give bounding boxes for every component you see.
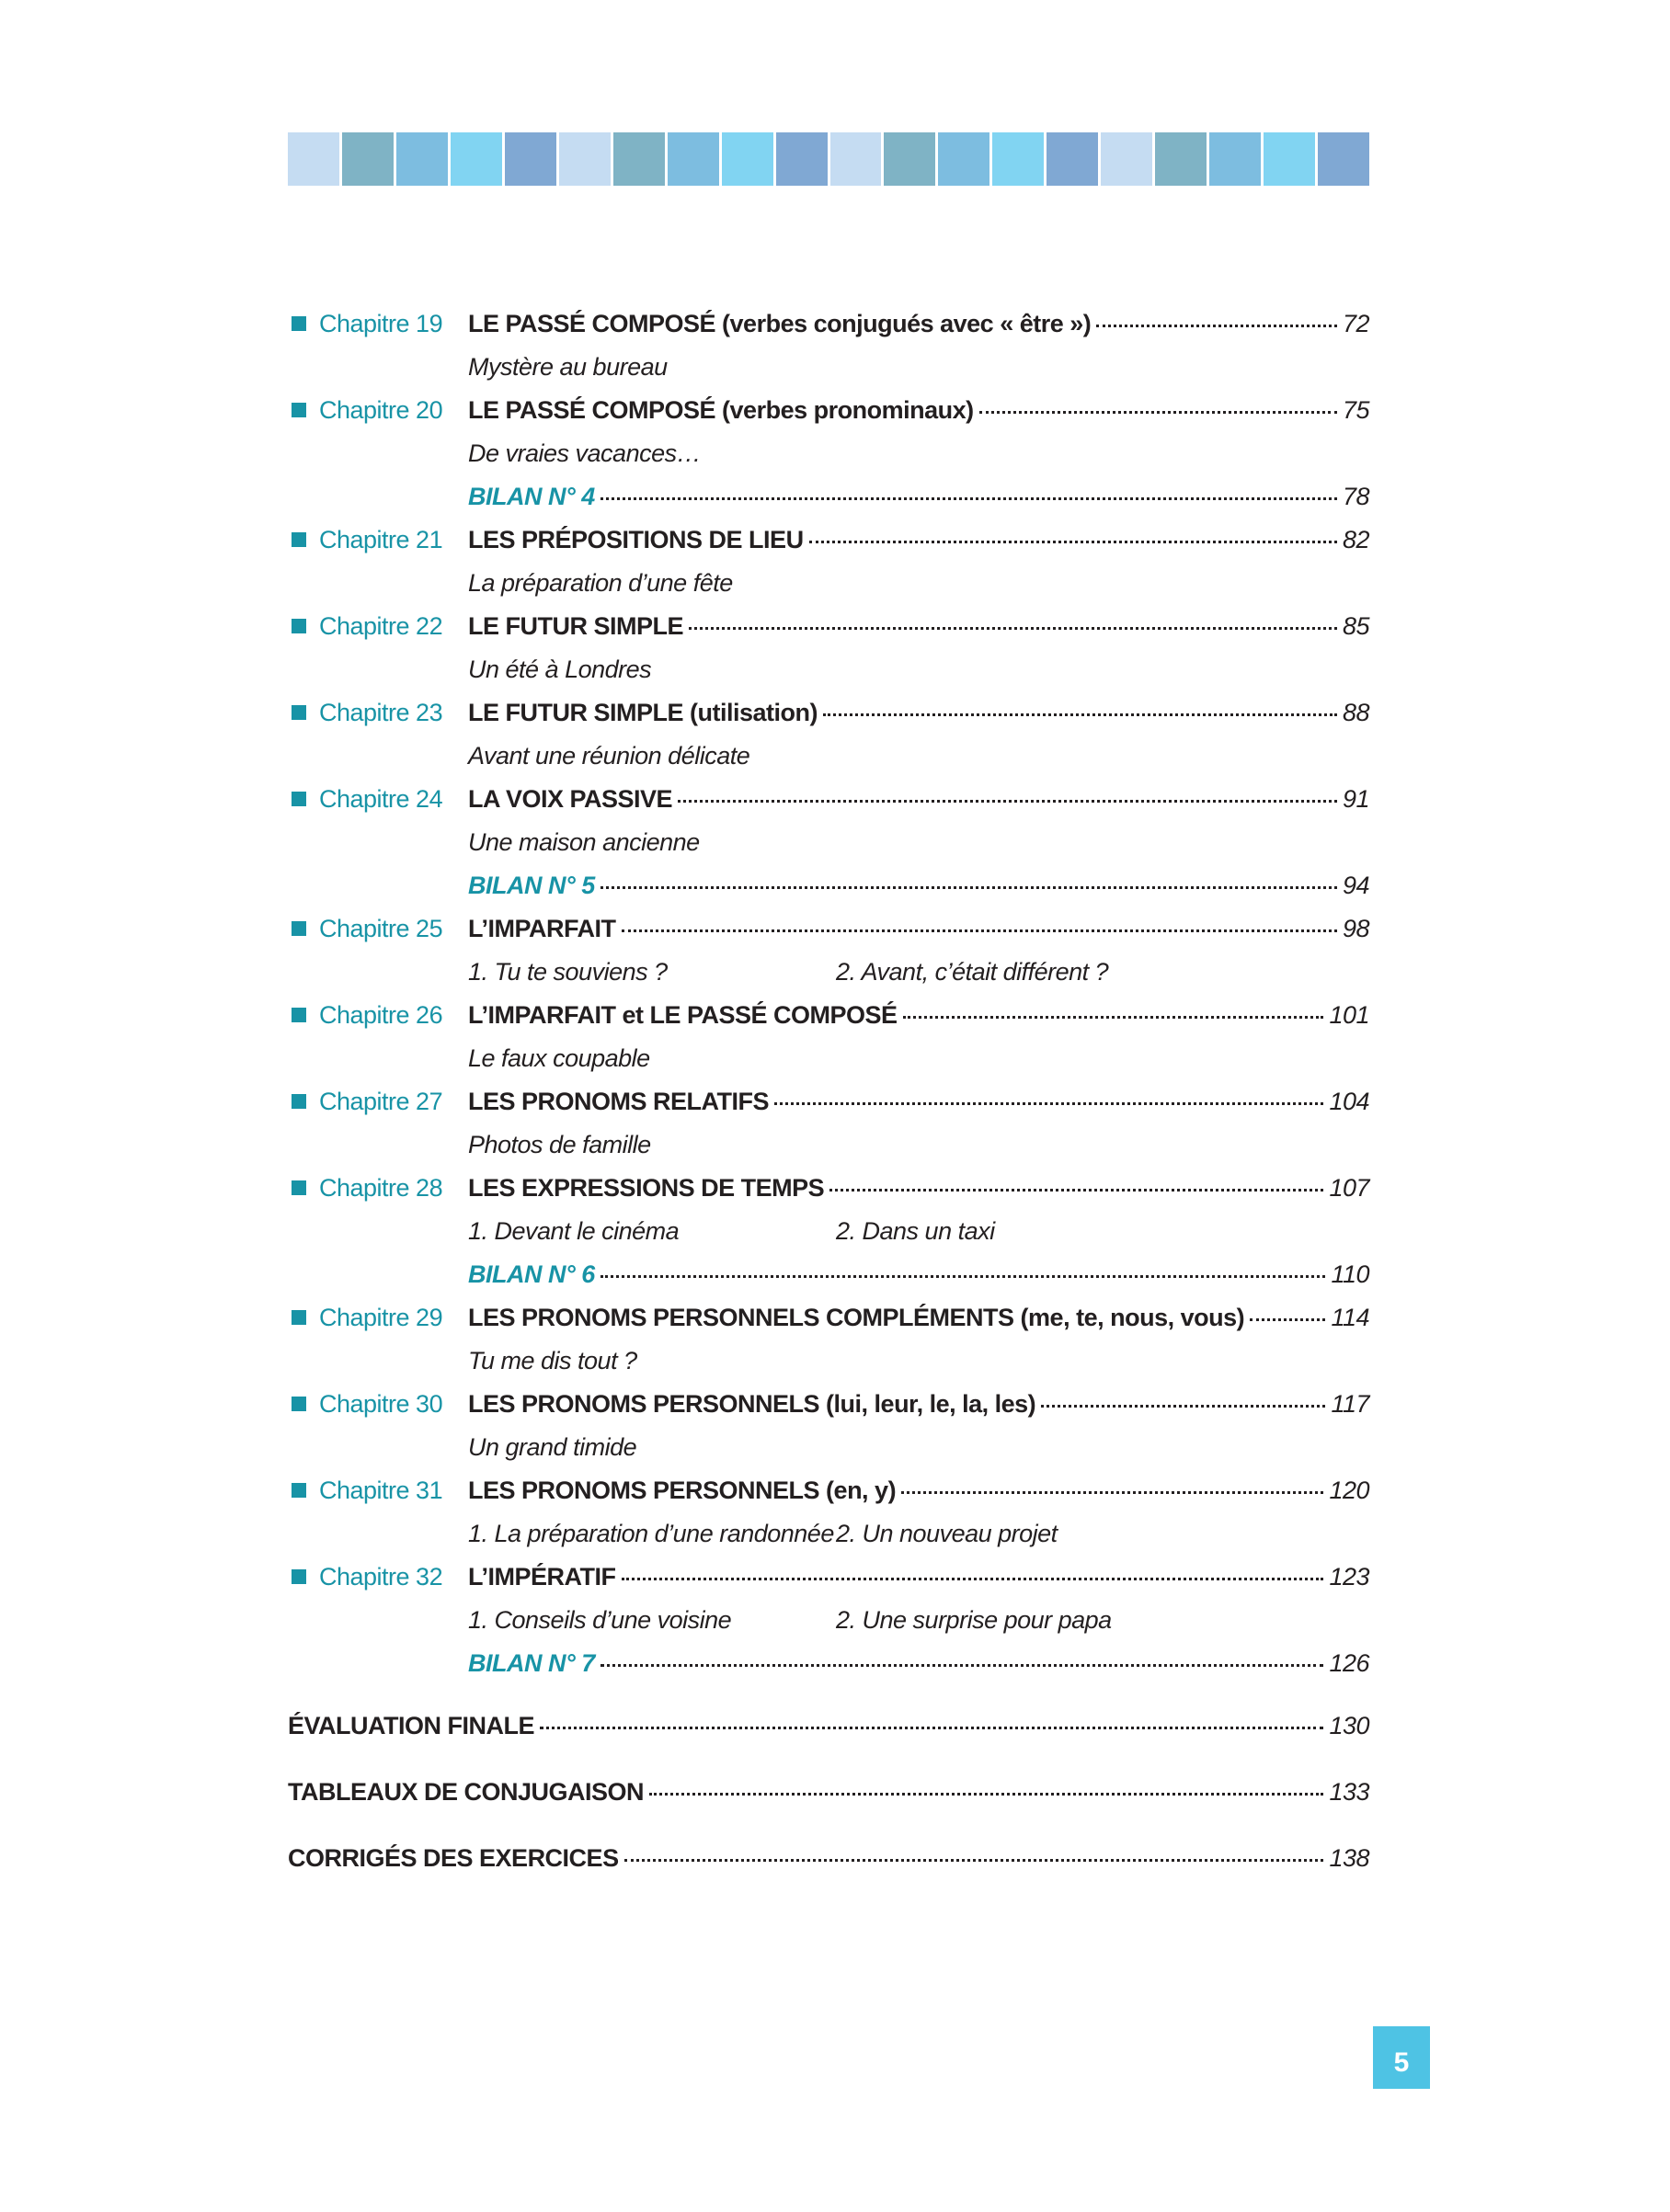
chapter-row [288, 302, 1369, 346]
dot-leader [901, 1491, 1323, 1494]
chapter-title: LE FUTUR SIMPLE (utilisation) [468, 699, 818, 726]
subtitle-row [288, 821, 1369, 864]
stripe-block [1318, 132, 1369, 186]
subtitle-row [288, 1512, 1369, 1556]
chapter-title: L’IMPARFAIT [468, 915, 616, 942]
chapter-subtitle: La préparation d’une fête [468, 569, 733, 597]
chapter-title: LES EXPRESSIONS DE TEMPS [468, 1174, 825, 1202]
square-bullet-icon [292, 619, 306, 633]
square-bullet-icon [292, 316, 306, 331]
stripe-block [1047, 132, 1098, 186]
chapter-subtitle-2: 2. Une surprise pour papa [836, 1606, 1112, 1634]
page-ref: 138 [1329, 1844, 1369, 1872]
chapter-row [288, 1167, 1369, 1210]
bilan-title: BILAN N° 5 [468, 872, 595, 899]
page-ref: 133 [1329, 1778, 1369, 1806]
toc-entry-line [468, 302, 1369, 346]
toc-entry-line [288, 1837, 1369, 1880]
toc-entry-line [468, 1642, 1369, 1685]
chapter-subtitle: Avant une réunion délicate [468, 742, 750, 770]
stripe-block [992, 132, 1044, 186]
toc-entry-line [468, 907, 1369, 951]
dot-leader [622, 929, 1337, 932]
chapter-title: LES PRÉPOSITIONS DE LIEU [468, 526, 804, 553]
subtitle-row [288, 648, 1369, 691]
final-row [288, 1771, 1369, 1814]
final-row [288, 1705, 1369, 1748]
dot-leader [1041, 1405, 1325, 1408]
toc-entry-line [468, 864, 1369, 907]
toc-entry-line [468, 1080, 1369, 1123]
page-ref: 88 [1342, 699, 1369, 726]
toc-entry-line [288, 1771, 1369, 1814]
chapter-label: Chapitre 22 [319, 612, 443, 640]
chapter-row [288, 519, 1369, 562]
chapter-row [288, 1469, 1369, 1512]
stripe-block [342, 132, 394, 186]
header-color-stripe [288, 132, 1369, 186]
page-ref: 91 [1342, 785, 1369, 813]
chapter-subtitle-2: 2. Un nouveau projet [836, 1520, 1058, 1547]
toc-entry-line [468, 605, 1369, 648]
final-row [288, 1837, 1369, 1880]
toc-entry-line [468, 778, 1369, 821]
chapter-label: Chapitre 30 [319, 1390, 443, 1418]
page-ref: 78 [1342, 483, 1369, 510]
square-bullet-icon [292, 403, 306, 417]
square-bullet-icon [292, 792, 306, 806]
square-bullet-icon [292, 532, 306, 547]
stripe-block [505, 132, 556, 186]
chapter-title: TABLEAUX DE CONJUGAISON [288, 1778, 645, 1806]
subtitle-row [288, 1599, 1369, 1642]
toc-entry-line [468, 1383, 1369, 1426]
chapter-subtitle: Un été à Londres [468, 656, 652, 683]
chapter-title: LE PASSÉ COMPOSÉ (verbes conjugués avec « être ») [468, 310, 1092, 337]
dot-leader [823, 713, 1337, 716]
toc-entry-line [468, 691, 1369, 735]
dot-leader [903, 1016, 1324, 1019]
chapter-title: L’IMPÉRATIF [468, 1563, 616, 1591]
subtitle-row [288, 346, 1369, 389]
bilan-row [288, 475, 1369, 519]
page-ref: 101 [1329, 1001, 1369, 1029]
toc-entry-line [468, 1469, 1369, 1512]
dot-leader [622, 1578, 1324, 1580]
square-bullet-icon [292, 1310, 306, 1325]
chapter-row [288, 1080, 1369, 1123]
stripe-block [884, 132, 935, 186]
subtitle-row [288, 1426, 1369, 1469]
dot-leader [774, 1102, 1323, 1105]
chapter-label: Chapitre 25 [319, 915, 443, 942]
page-ref: 126 [1329, 1649, 1369, 1677]
page-ref: 120 [1329, 1477, 1369, 1504]
bilan-title: BILAN N° 4 [468, 483, 595, 510]
bilan-row [288, 864, 1369, 907]
chapter-title: LES PRONOMS RELATIFS [468, 1088, 770, 1115]
dot-leader [689, 627, 1337, 630]
subtitle-row [288, 432, 1369, 475]
square-bullet-icon [292, 1094, 306, 1109]
chapter-row [288, 605, 1369, 648]
page-ref: 85 [1342, 612, 1369, 640]
chapter-subtitle: 1. Tu te souviens ? [468, 958, 668, 986]
page-ref: 130 [1329, 1712, 1369, 1739]
chapter-subtitle: Une maison ancienne [468, 828, 700, 856]
stripe-block [1155, 132, 1207, 186]
dot-leader [601, 1664, 1324, 1667]
chapter-label: Chapitre 29 [319, 1304, 443, 1331]
page-ref: 72 [1342, 310, 1369, 337]
stripe-block [559, 132, 611, 186]
subtitle-row [288, 1210, 1369, 1253]
chapter-row [288, 691, 1369, 735]
square-bullet-icon [292, 1397, 306, 1411]
stripe-block [722, 132, 773, 186]
page-ref: 107 [1329, 1174, 1369, 1202]
page-ref: 117 [1331, 1390, 1369, 1418]
chapter-label: Chapitre 23 [319, 699, 443, 726]
stripe-block [776, 132, 828, 186]
chapter-subtitle: De vraies vacances… [468, 439, 702, 467]
dot-leader [1250, 1318, 1325, 1321]
page-ref: 94 [1342, 872, 1369, 899]
bilan-title: BILAN N° 6 [468, 1260, 595, 1288]
chapter-label: Chapitre 24 [319, 785, 443, 813]
chapter-label: Chapitre 28 [319, 1174, 443, 1202]
chapter-subtitle-2: 2. Dans un taxi [836, 1217, 995, 1245]
chapter-subtitle-2: 2. Avant, c’était différent ? [836, 958, 1109, 986]
subtitle-row [288, 562, 1369, 605]
stripe-block [668, 132, 719, 186]
page-number: 5 [1373, 2026, 1430, 2089]
dot-leader [649, 1793, 1323, 1796]
chapter-label: Chapitre 21 [319, 526, 443, 553]
chapter-title: CORRIGÉS DES EXERCICES [288, 1844, 619, 1872]
chapter-subtitle: 1. La préparation d’une randonnée [468, 1520, 834, 1547]
bilan-row [288, 1253, 1369, 1296]
chapter-label: Chapitre 20 [319, 396, 443, 424]
page-ref: 75 [1342, 396, 1369, 424]
chapter-subtitle: Tu me dis tout ? [468, 1347, 637, 1374]
square-bullet-icon [292, 705, 306, 720]
chapter-subtitle: Mystère au bureau [468, 353, 668, 381]
toc-entry-line [468, 1253, 1369, 1296]
chapter-row [288, 1296, 1369, 1340]
chapter-label: Chapitre 32 [319, 1563, 443, 1591]
square-bullet-icon [292, 921, 306, 936]
subtitle-row [288, 951, 1369, 994]
stripe-block [288, 132, 339, 186]
toc-entry-line [468, 1296, 1369, 1340]
chapter-row [288, 907, 1369, 951]
page-ref: 82 [1342, 526, 1369, 553]
chapter-title: LE PASSÉ COMPOSÉ (verbes pronominaux) [468, 396, 974, 424]
page-ref: 98 [1342, 915, 1369, 942]
page-ref: 104 [1329, 1088, 1369, 1115]
chapter-row [288, 994, 1369, 1037]
toc-entry-line [468, 519, 1369, 562]
chapter-subtitle: 1. Conseils d’une voisine [468, 1606, 732, 1634]
stripe-block [613, 132, 665, 186]
toc-entry-line [468, 389, 1369, 432]
chapter-title: LE FUTUR SIMPLE [468, 612, 683, 640]
chapter-label: Chapitre 31 [319, 1477, 443, 1504]
page-ref: 114 [1331, 1304, 1369, 1331]
square-bullet-icon [292, 1008, 306, 1022]
chapter-row [288, 389, 1369, 432]
chapter-title: ÉVALUATION FINALE [288, 1712, 534, 1739]
subtitle-row [288, 1340, 1369, 1383]
toc-entry-line [468, 994, 1369, 1037]
stripe-block [1101, 132, 1152, 186]
chapter-label: Chapitre 27 [319, 1088, 443, 1115]
chapter-title: L’IMPARFAIT et LE PASSÉ COMPOSÉ [468, 1001, 898, 1029]
subtitle-row [288, 735, 1369, 778]
dot-leader [624, 1859, 1324, 1862]
chapter-label: Chapitre 19 [319, 310, 443, 337]
chapter-title: LES PRONOMS PERSONNELS (lui, leur, le, la, les) [468, 1390, 1036, 1418]
bilan-title: BILAN N° 7 [468, 1649, 595, 1677]
square-bullet-icon [292, 1180, 306, 1195]
subtitle-row [288, 1037, 1369, 1080]
stripe-block [1264, 132, 1315, 186]
bilan-row [288, 1642, 1369, 1685]
dot-leader [809, 541, 1337, 543]
page-ref: 123 [1329, 1563, 1369, 1591]
dot-leader [1096, 325, 1337, 327]
dot-leader [979, 411, 1337, 414]
dot-leader [601, 1275, 1326, 1278]
dot-leader [540, 1727, 1323, 1729]
chapter-label: Chapitre 26 [319, 1001, 443, 1029]
chapter-title: LA VOIX PASSIVE [468, 785, 673, 813]
toc-entry-line [288, 1705, 1369, 1748]
subtitle-row [288, 1123, 1369, 1167]
stripe-block [1209, 132, 1261, 186]
chapter-title: LES PRONOMS PERSONNELS (en, y) [468, 1477, 897, 1504]
toc-entry-line [468, 475, 1369, 519]
page-ref: 110 [1331, 1260, 1369, 1288]
chapter-row [288, 1383, 1369, 1426]
stripe-block [938, 132, 989, 186]
dot-leader [678, 800, 1337, 803]
chapter-row [288, 778, 1369, 821]
chapter-row [288, 1556, 1369, 1599]
chapter-subtitle: Photos de famille [468, 1131, 651, 1158]
stripe-block [396, 132, 448, 186]
dot-leader [829, 1189, 1323, 1192]
toc-entry-line [468, 1167, 1369, 1210]
chapter-subtitle: Un grand timide [468, 1433, 637, 1461]
square-bullet-icon [292, 1569, 306, 1584]
chapter-subtitle: Le faux coupable [468, 1044, 650, 1072]
square-bullet-icon [292, 1483, 306, 1498]
toc-entry-line [468, 1556, 1369, 1599]
stripe-block [451, 132, 502, 186]
dot-leader [601, 886, 1337, 889]
chapter-subtitle: 1. Devant le cinéma [468, 1217, 680, 1245]
chapter-title: LES PRONOMS PERSONNELS COMPLÉMENTS (me, te, nous, vous) [468, 1304, 1245, 1331]
stripe-block [830, 132, 882, 186]
dot-leader [601, 497, 1337, 500]
